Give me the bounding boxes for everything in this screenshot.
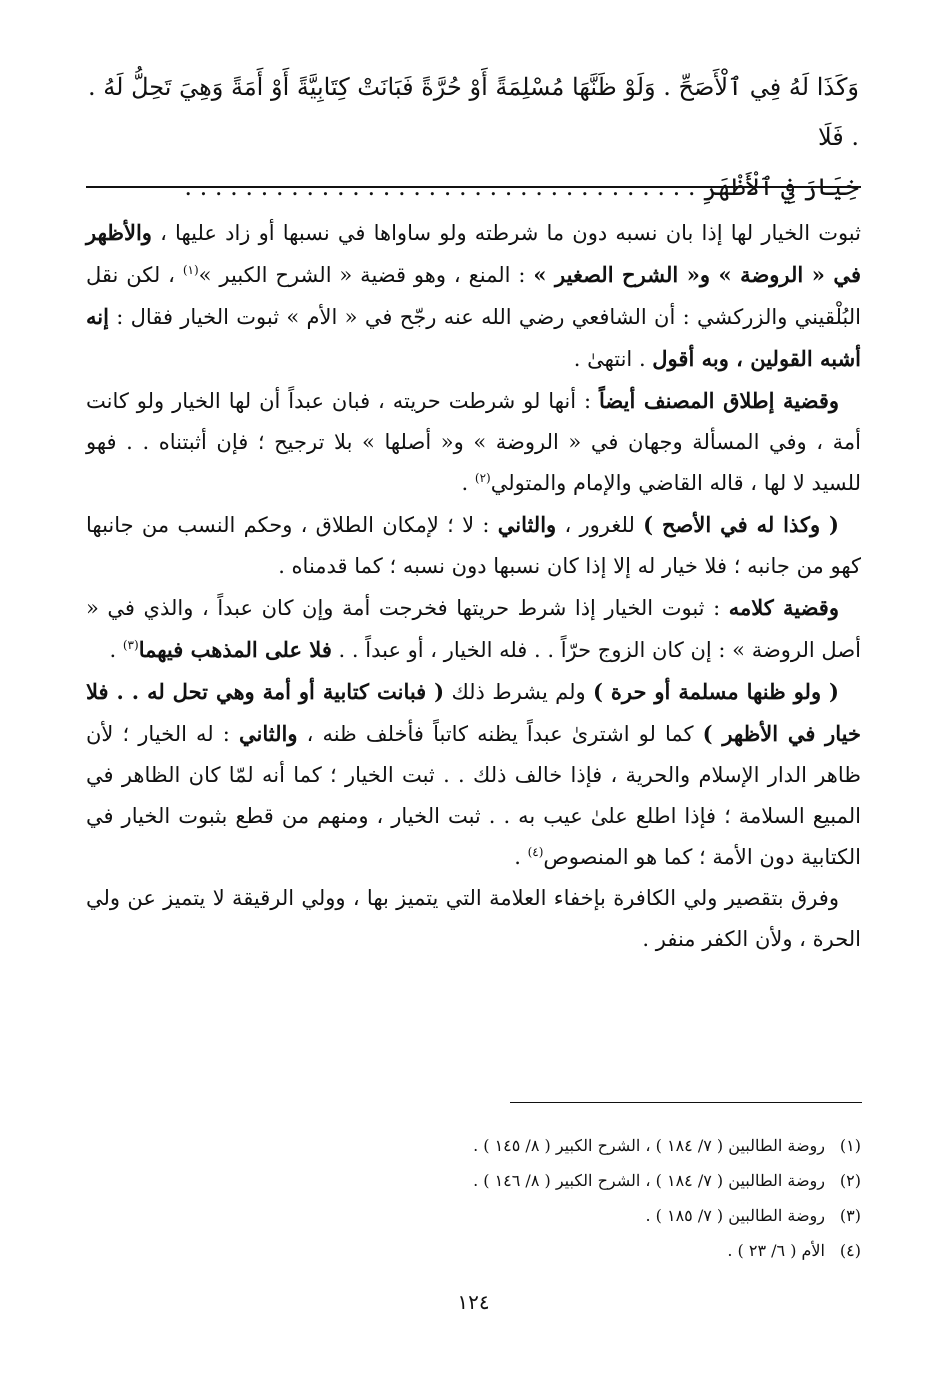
commentary-paragraph-2: وقضية إطلاق المصنف أيضاً : أنها لو شرطت حريته ، فبان عبداً أن لها الخيار ولو كانت أمة ، وفي المسألة وجهان في « الروضة » و« أصلها » بلا ترجيح ؛ فإن أثبتناه . . فهو للسيد لا لها ، قاله القاضي والإمام والمتولي$^{(٢)}$ .: [86, 388, 861, 495]
commentary-paragraph-1: ثبوت الخيار لها إذا بان نسبه دون ما شرطته ولو ساواها في نسبها أو زاد عليها ، والأظهر في « الروضة » و« الشرح الصغير » : المنع ، وهو قضية « الشرح الكبير »$^{(١)}$ ، لكن نقل البُلْقيني والزركشي : أن الشافعي رضي الله عنه رجّح في « الأم » ثبوت الخيار فقال : إنه أشبه القولين ، وبه أقول . انتهىٰ .: [86, 220, 861, 371]
footnotes: [86, 1128, 861, 1268]
footnote-number: (٤): [839, 1241, 861, 1260]
footnote-text: الأم ( ٦/ ٢٣ ) .: [727, 1241, 825, 1260]
main-text-line-1: وَكَذَا لَهُ فِي ٱلْأَصَحِّ . وَلَوْ ظَنَّهَا مُسْلِمَةً أَوْ حُرَّةً فَبَانَتْ كِتَابِيَّةً أَوْ أَمَةً وَهِيَ تَحِلُّ لَهُ . . فَلَا: [88, 73, 859, 151]
footnote-2: [86, 1163, 861, 1198]
footnote-text: روضة الطالبين ( ٧/ ١٨٤ ) ، الشرح الكبير ( ٨/ ١٤٦ ) .: [473, 1171, 825, 1190]
footnote-3: [86, 1198, 861, 1233]
commentary-paragraph-6: وفرق بتقصير ولي الكافرة بإخفاء العلامة التي يتميز بها ، وولي الرقيقة لا يتميز عن ولي الحرة ، ولأن الكفر منفر .: [86, 886, 861, 951]
commentary-paragraph-5: ( ولو ظنها مسلمة أو حرة ) ولم يشرط ذلك ( فبانت كتابية أو أمة وهي تحل له . . فلا خيار في الأظهر ) كما لو اشترىٰ عبداً يظنه كاتباً فأخلف ظنه ، والثاني : له الخيار ؛ لأن ظاهر الدار الإسلام والحرية ، فإذا خالف ذلك . . ثبت الخيار ؛ كما أنه لمّا كان الظاهر في المبيع السلامة ؛ فإذا اطلع علىٰ عيب به . . ثبت الخيار ، ومنهم من قطع بثبوت الخيار في الكتابية دون الأمة ؛ كما هو المنصوص$^{(٤)}$ .: [86, 679, 861, 869]
footnote-1: [86, 1128, 861, 1163]
commentary-paragraph-3: ( وكذا له في الأصح ) للغرور ، والثاني : لا ؛ لإمكان الطلاق ، وحكم النسب من جانبها كهو من جانبه ؛ فلا خيار له إلا إذا كان نسبها دون نسبه ؛ كما قدمناه .: [86, 512, 861, 578]
footnote-text: روضة الطالبين ( ٧/ ١٨٥ ) .: [645, 1206, 825, 1225]
footnote-number: (١): [839, 1136, 861, 1155]
footnote-ref-2[interactable]: (٢): [474, 471, 491, 485]
footnote-number: (٢): [839, 1171, 861, 1190]
separator-line: [86, 186, 861, 188]
footnote-4: [86, 1233, 861, 1268]
footnote-ref-4[interactable]: (٤): [527, 845, 544, 859]
footnote-number: (٣): [839, 1206, 861, 1225]
footnote-ref-1[interactable]: (١): [182, 263, 199, 277]
page-number: ١٢٤: [457, 1290, 490, 1314]
commentary: [86, 212, 861, 960]
footnote-ref-3[interactable]: (٣): [122, 638, 139, 652]
commentary-paragraph-4: وقضية كلامه : ثبوت الخيار إذا شرط حريتها فخرجت أمة وإن كان عبداً ، والذي في « أصل الروضة » : إن كان الزوج حرّاً . . فله الخيار ، أو عبداً . . فلا على المذهب فيهما$^{(٣)}$ .: [86, 595, 861, 662]
main-text: [88, 62, 859, 212]
footnote-text: روضة الطالبين ( ٧/ ١٨٤ ) ، الشرح الكبير ( ٨/ ١٤٥ ) .: [473, 1136, 825, 1155]
main-text-line-2: خِيَارَ فِي ٱلْأَظْهَرِ . . . . . . . . . . . . . . . . . . . . . . . . . . . . . . . . . .: [184, 173, 859, 201]
footnote-separator: [510, 1102, 862, 1103]
